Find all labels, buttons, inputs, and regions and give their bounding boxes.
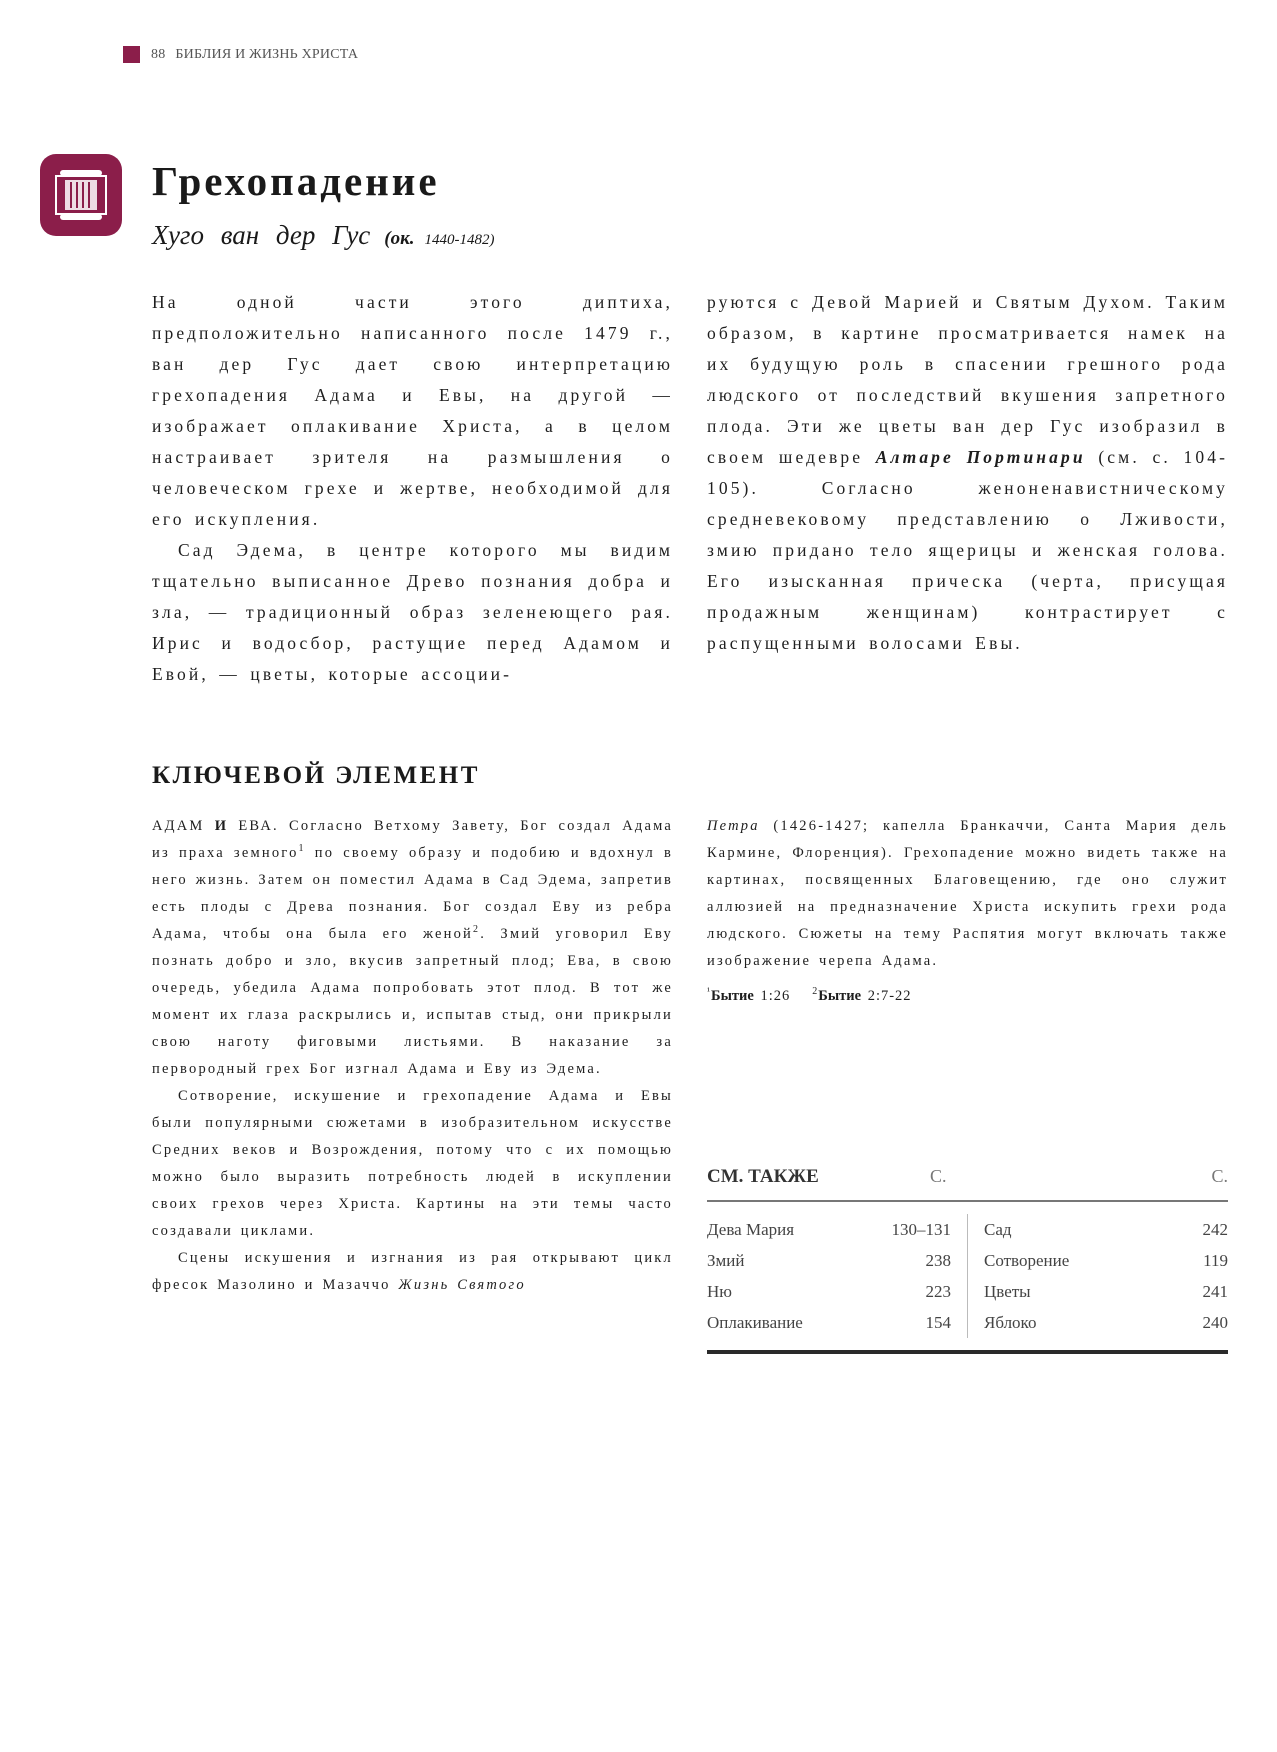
see-also-term: Оплакивание xyxy=(707,1313,803,1332)
see-also-box xyxy=(707,1166,1228,1354)
see-also-item[interactable] xyxy=(707,1307,951,1338)
key-paragraph xyxy=(707,813,1228,975)
key-text: (1426-1427; капелла Бранкаччи, Санта Мария дель Кармине, Флоренция). Грехопадение можно видеть также на картинах, посвященных Благовещению, где оно служит аллюзией на предназначение Христа искупить грехи рода людского. Сюжеты на тему Распятия могут включать также изображение черепа Адама. xyxy=(707,818,1228,969)
intro-text: (см. с. 104-105). Согласно женоненавистническому средневековому представлению о Лживости, змию придано тело ящерицы и женская голова. Его изысканная прическа (черта, присущая продажным женщинам) контрастирует с распущенными волосами Евы. xyxy=(707,447,1228,653)
intro-text: руются с Девой Марией и Святым Духом. Таким образом, в картине просматривается намек на их будущую роль в спасении грешного рода людского от последствий вкушения запретного плода. Эти же цветы ван дер Гус изобразил в своем шедевре xyxy=(707,292,1228,467)
page-number: 88 xyxy=(151,46,166,62)
running-header xyxy=(123,46,358,63)
scroll-icon xyxy=(40,154,122,236)
see-also-page: 238 xyxy=(925,1251,951,1270)
see-also-item[interactable] xyxy=(707,1214,951,1245)
page-title: Грехопадение xyxy=(152,158,440,204)
see-also-term: Яблоко xyxy=(984,1313,1037,1332)
see-also-page: 130–131 xyxy=(891,1220,951,1239)
key-lead-and: И xyxy=(214,818,229,834)
footnote-mark: ¹ xyxy=(707,986,711,998)
artwork-reference: Алтаре Портинари xyxy=(875,447,1086,467)
footnote-ref: 1 xyxy=(298,843,306,855)
footnote-book: Бытие xyxy=(711,988,754,1004)
footnote-book: Бытие xyxy=(818,988,862,1004)
intro-paragraph: На одной части этого диптиха, предположительно написанного после 1479 г., ван дер Гус дает свою интерпретацию грехопадения Адама и Евы, на другой — изображает оплакивание Христа, а в целом настраивает зрителя на размышления о человеческом грехе и жертве, необходимой для его искупления. xyxy=(152,292,673,529)
section-marker xyxy=(123,46,140,63)
artwork-reference: Жизнь Святого xyxy=(398,1277,526,1293)
footnote-mark: 2 xyxy=(812,986,819,998)
see-also-term: Сотворение xyxy=(984,1251,1070,1270)
section-title: БИБЛИЯ И ЖИЗНЬ ХРИСТА xyxy=(175,46,359,62)
see-also-page: 154 xyxy=(925,1313,951,1332)
see-also-term: Сад xyxy=(984,1220,1012,1239)
artist-line xyxy=(152,220,495,251)
artist-dates: 1440-1482) xyxy=(424,232,495,248)
see-also-header xyxy=(707,1166,1228,1202)
footnote-ref: 2 xyxy=(473,924,481,936)
key-text: по своему образу и подобию и вдохнул в него жизнь. Затем он поместил Адама в Сад Эдема, запретив есть плоды с Древа познания. Бог создал Еву из ребра Адама, чтобы она была его женой xyxy=(152,845,673,942)
page-col-label: С. xyxy=(930,1166,947,1186)
key-column-right xyxy=(707,813,1228,1010)
key-column-left xyxy=(152,813,673,1299)
key-paragraph xyxy=(152,813,673,1083)
footnote-ref-text: 2:7-22 xyxy=(867,988,912,1004)
see-also-list xyxy=(707,1202,1228,1354)
key-element-heading: КЛЮЧЕВОЙ ЭЛЕМЕНТ xyxy=(152,762,480,789)
see-also-item[interactable] xyxy=(984,1245,1228,1276)
key-paragraph xyxy=(152,1245,673,1299)
see-also-left xyxy=(707,1214,968,1338)
see-also-item[interactable] xyxy=(707,1245,951,1276)
intro-paragraph xyxy=(707,287,1228,659)
artwork-reference: Петра xyxy=(707,818,760,834)
see-also-page: 241 xyxy=(1202,1282,1228,1301)
artist-name: Хуго ван дер Гус xyxy=(152,220,371,250)
see-also-right xyxy=(968,1214,1228,1338)
see-also-term: Цветы xyxy=(984,1282,1031,1301)
see-also-item[interactable] xyxy=(984,1214,1228,1245)
see-also-heading: СМ. ТАКЖЕ xyxy=(707,1166,819,1187)
footnote-ref-text: 1:26 xyxy=(760,988,791,1004)
see-also-page: 223 xyxy=(925,1282,951,1301)
artist-dates-prefix: (ок. xyxy=(384,228,415,249)
footnotes xyxy=(707,983,1228,1010)
see-also-page: 119 xyxy=(1203,1251,1228,1270)
key-text: Согласно Ветхому Завету, Бог создал Адама из праха земного xyxy=(152,818,673,861)
intro-column-left xyxy=(152,287,673,690)
see-also-page: 242 xyxy=(1202,1220,1228,1239)
key-paragraph: Сотворение, искушение и грехопадение Адама и Евы были популярными сюжетами в изобразительном искусстве Средних веков и Возрождения, потому что с их помощью можно было выразить потребность людей в искуплении своих грехов через Христа. Картины на эти темы часто создавали циклами. xyxy=(152,1088,673,1239)
key-lead: АДАМ xyxy=(152,818,205,834)
see-also-item[interactable] xyxy=(984,1276,1228,1307)
key-text: . Змий уговорил Еву познать добро и зло, вкусив запретный плод; Ева, в свою очередь, убедила Адама попробовать этот плод. В тот же момент их глаза раскрылись и, испытав стыд, они прикрыли свою наготу фиговыми листьями. В наказание за первородный грех Бог изгнал Адама и Еву из Эдема. xyxy=(152,926,673,1077)
intro-column-right xyxy=(707,287,1228,659)
see-also-term: Дева Мария xyxy=(707,1220,795,1239)
see-also-item[interactable] xyxy=(984,1307,1228,1338)
key-text: Сцены искушения и изгнания из рая открывают цикл фресок Мазолино и Мазаччо xyxy=(152,1250,673,1293)
see-also-item[interactable] xyxy=(707,1276,951,1307)
see-also-page: 240 xyxy=(1202,1313,1228,1332)
key-lead-eva: ЕВА. xyxy=(238,818,279,834)
page-col-label: С. xyxy=(1211,1166,1228,1186)
see-also-term: Змий xyxy=(707,1251,745,1270)
intro-paragraph: Сад Эдема, в центре которого мы видим тщательно выписанное Древо познания добра и зла, — традиционный образ зеленеющего рая. Ирис и водосбор, растущие перед Адамом и Евой, — цветы, которые ассоции- xyxy=(152,540,673,684)
see-also-term: Ню xyxy=(707,1282,732,1301)
